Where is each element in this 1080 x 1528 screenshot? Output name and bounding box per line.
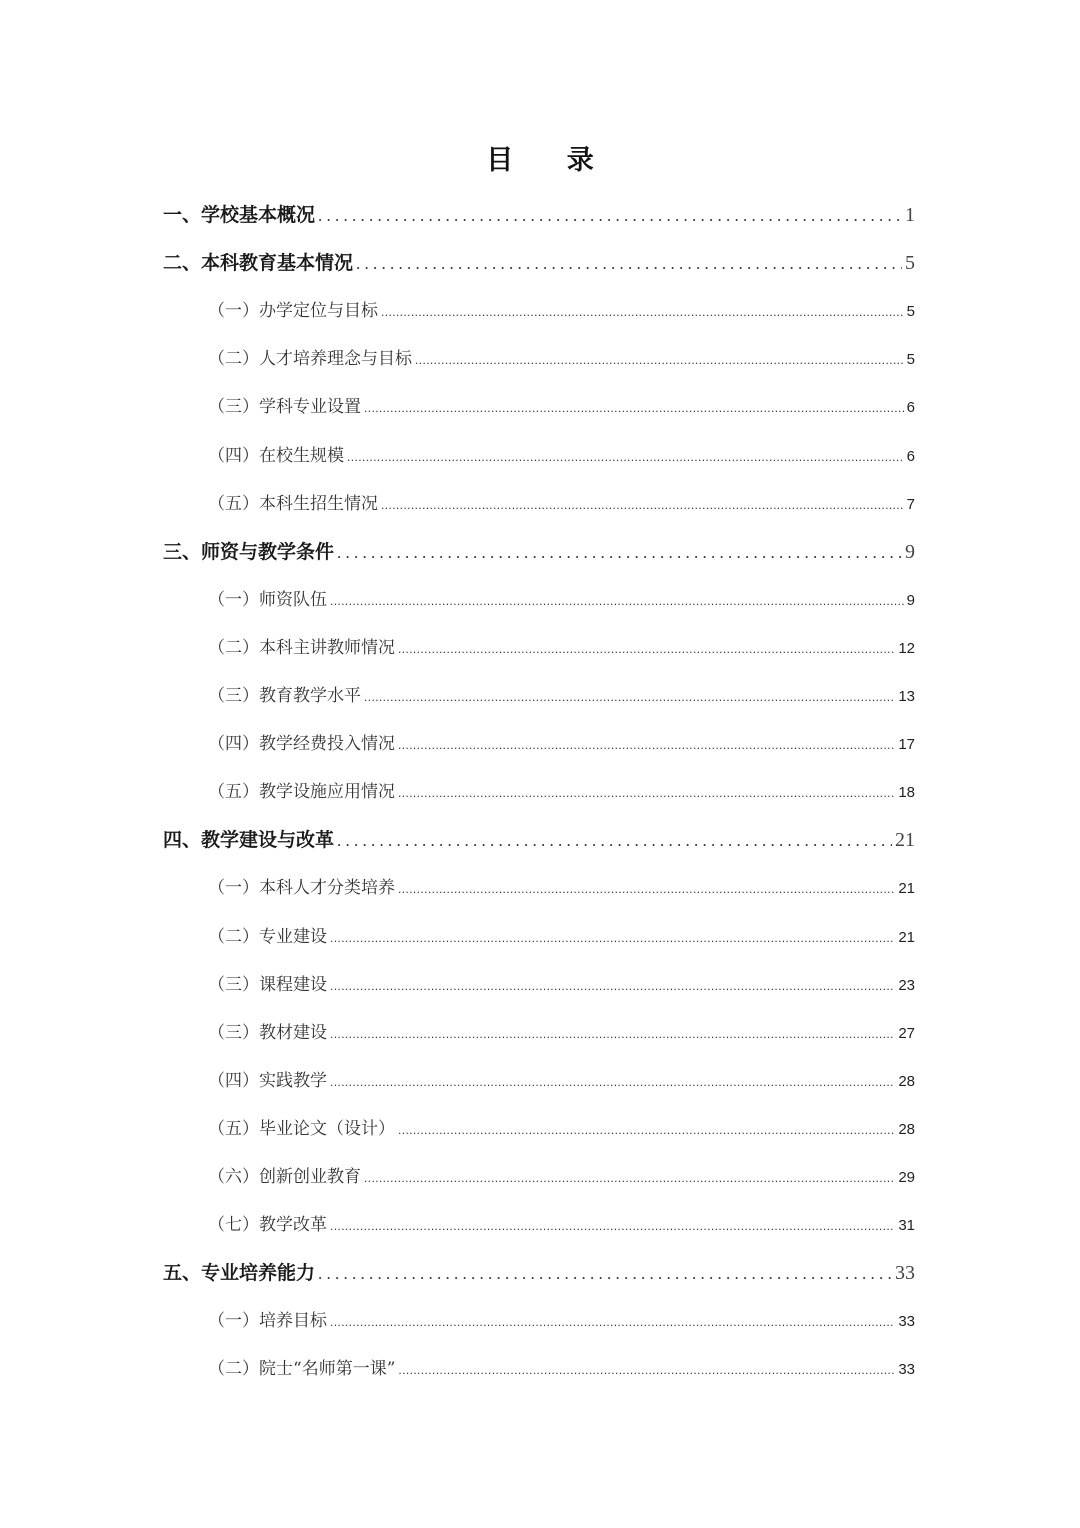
toc-entry-page-number: 1 (905, 204, 915, 226)
toc-entry[interactable] (208, 777, 915, 802)
dot-leader (398, 782, 895, 802)
toc-entry[interactable] (208, 585, 915, 610)
toc-entry-page-number: 21 (898, 880, 915, 898)
toc-entry-page-number: 13 (898, 688, 915, 705)
dot-leader (415, 349, 904, 369)
toc-entry-title: （二）专业建设 (208, 926, 327, 947)
toc-entry-page-number: 5 (905, 252, 915, 275)
toc-entry-title: （三）教育教学水平 (208, 686, 361, 706)
toc-entry-title: （六）创新创业教育 (208, 1167, 361, 1187)
dot-leader (330, 1023, 895, 1043)
toc-entry[interactable] (208, 1066, 915, 1091)
toc-entry-title: （二）院士“名师第一课” (208, 1359, 396, 1380)
toc-entry-page-number: 27 (898, 1024, 915, 1042)
toc-entry-page-number: 18 (898, 784, 915, 802)
toc-entry-page-number: 9 (906, 591, 915, 609)
toc-entry-page-number: 17 (898, 736, 915, 754)
toc-entry[interactable] (208, 729, 915, 754)
dot-leader (330, 927, 895, 947)
toc-entry-title: （二）人才培养理念与目标 (208, 349, 412, 370)
toc-entry-page-number: 5 (906, 351, 915, 369)
dot-leader (330, 975, 895, 995)
toc-entry[interactable] (208, 441, 915, 466)
toc-entry-title: （一）培养目标 (208, 1311, 327, 1332)
dot-leader (364, 397, 904, 417)
dot-leader (330, 1071, 895, 1091)
toc-entry-page-number: 33 (898, 1361, 915, 1379)
toc-entry-page-number: 28 (898, 1072, 915, 1090)
toc-entry-page-number: 6 (906, 399, 915, 417)
toc-entry-title: 三、师资与教学条件 (163, 540, 335, 563)
dot-leader (398, 734, 895, 754)
toc-entry-title: 五、专业培养能力 (163, 1262, 316, 1285)
page-title: 目 录 (486, 145, 616, 176)
toc-entry-title: （一）本科人才分类培养 (208, 878, 395, 899)
dot-leader (337, 829, 892, 851)
toc-entry-page-number: 12 (898, 639, 915, 657)
toc-entry[interactable] (163, 825, 915, 852)
toc-entry-page-number: 21 (895, 829, 915, 852)
dot-leader (398, 638, 895, 658)
dot-leader (364, 686, 895, 706)
toc-entry[interactable] (163, 200, 915, 227)
toc-entry-title: （四）在校生规模 (208, 445, 344, 466)
toc-entry-page-number: 28 (898, 1120, 915, 1138)
toc-entry-page-number: 29 (898, 1169, 915, 1186)
toc-entry-page-number: 9 (905, 540, 915, 563)
toc-entry-title: 一、学校基本概况 (163, 204, 316, 226)
dot-leader (381, 301, 904, 321)
toc-entry-title: （一）办学定位与目标 (208, 301, 378, 322)
dot-leader (330, 1311, 895, 1331)
toc-entry-page-number: 31 (898, 1217, 915, 1235)
toc-entry-page-number: 23 (898, 976, 915, 994)
toc-entry[interactable] (163, 248, 915, 275)
toc-entry[interactable] (208, 633, 915, 658)
toc-entry-title: （三）教材建设 (208, 1022, 327, 1043)
toc-entry[interactable] (208, 1162, 915, 1187)
dot-leader (347, 446, 904, 466)
toc-entry[interactable] (208, 873, 915, 898)
toc-entry-title: （五）本科生招生情况 (208, 493, 378, 514)
toc-entry-title: （四）实践教学 (208, 1070, 327, 1091)
toc-entry-page-number: 7 (906, 495, 915, 513)
dot-leader (381, 494, 904, 514)
toc-entry[interactable] (163, 537, 915, 564)
toc-entry-title: （七）教学改革 (208, 1215, 327, 1236)
toc-entry-page-number: 21 (898, 928, 915, 946)
dot-leader (318, 1262, 892, 1284)
toc-entry[interactable] (208, 1210, 915, 1235)
toc-entry[interactable] (208, 489, 915, 514)
toc-entry-title: （一）师资队伍 (208, 589, 327, 610)
toc-entry[interactable] (163, 1258, 915, 1285)
toc-entry-title: （四）教学经费投入情况 (208, 734, 395, 755)
dot-leader (330, 590, 904, 610)
dot-leader (330, 1215, 895, 1235)
dot-leader (337, 541, 902, 563)
toc-entry[interactable] (208, 1354, 915, 1379)
toc-entry-title: 四、教学建设与改革 (163, 829, 335, 852)
dot-leader (398, 878, 895, 898)
dot-leader (398, 1119, 895, 1139)
toc-entry-page-number: 6 (906, 447, 915, 465)
toc-entry-title: （三）学科专业设置 (208, 397, 361, 418)
toc-entry[interactable] (208, 296, 915, 321)
toc-entry[interactable] (208, 1114, 915, 1139)
toc-entry-page-number: 33 (895, 1262, 915, 1285)
dot-leader (318, 204, 902, 226)
toc-entry[interactable] (208, 344, 915, 369)
toc-entry[interactable] (208, 1018, 915, 1043)
toc-entry[interactable] (208, 970, 915, 995)
toc-entry-title: （二）本科主讲教师情况 (208, 637, 395, 658)
toc-entry[interactable] (208, 922, 915, 947)
dot-leader (398, 1359, 895, 1379)
toc-entry-title: 二、本科教育基本情况 (163, 252, 354, 275)
toc-entry[interactable] (208, 1306, 915, 1331)
toc-entry[interactable] (208, 681, 915, 706)
toc-entry[interactable] (208, 392, 915, 417)
toc-entry-page-number: 5 (906, 303, 915, 321)
toc-entry-page-number: 33 (898, 1313, 915, 1331)
toc-entry-title: （五）毕业论文（设计） (208, 1118, 395, 1139)
toc-entry-title: （三）课程建设 (208, 974, 327, 995)
toc-entry-title: （五）教学设施应用情况 (208, 782, 395, 803)
dot-leader (356, 252, 902, 274)
dot-leader (364, 1167, 895, 1187)
